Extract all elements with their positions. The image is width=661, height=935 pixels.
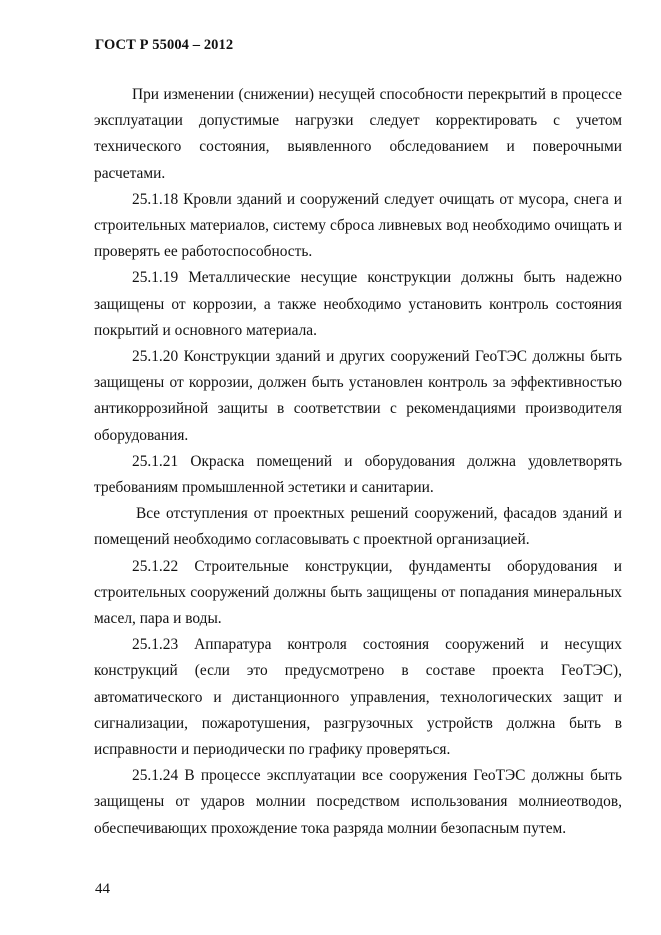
paragraph-25-1-20: 25.1.20 Конструкции зданий и других сооружений ГеоТЭС должны быть защищены от коррозии, должен быть установлен контроль за эффективностью антикоррозийной защиты в соответствии с рекомендациями производителя оборудования.: [94, 348, 622, 444]
document-body: [94, 82, 622, 842]
paragraph-deviations: Все отступления от проектных решений сооружений, фасадов зданий и помещений необходимо согласовывать с проектной организацией.: [94, 505, 622, 549]
paragraph-25-1-18: 25.1.18 Кровли зданий и сооружений следует очищать от мусора, снега и строительных материалов, систему сброса ливневых вод необходимо очищать и проверять ее работоспособность.: [94, 190, 622, 261]
paragraph-25-1-21: 25.1.21 Окраска помещений и оборудования должна удовлетворять требованиям промышленной эстетики и санитарии.: [94, 452, 622, 497]
paragraph-25-1-24: 25.1.24 В процессе эксплуатации все сооружения ГеоТЭС должны быть защищены от ударов молнии посредством использования молниеотводов, обеспечивающих прохождение тока разряда молнии безопасным путем.: [94, 767, 622, 837]
document-header: ГОСТ Р 55004 – 2012: [95, 37, 234, 53]
paragraph-25-1-19: 25.1.19 Металлические несущие конструкции должны быть надежно защищены от коррозии, а также необходимо установить контроль состояния покрытий и основного материала.: [94, 269, 622, 339]
paragraph-25-1-22: 25.1.22 Строительные конструкции, фундаменты оборудования и строительных сооружений должны быть защищены от попадания минеральных масел, пара и воды.: [94, 557, 622, 628]
paragraph-25-1-23: 25.1.23 Аппаратура контроля состояния сооружений и несущих конструкций (если это предусмотрено в составе проекта ГеоТЭС), автоматического и дистанционного управления, технологических защит и сигнализации, пожаротушения, разгрузочных устройств должна быть в исправности и периодически по графику проверяться.: [94, 636, 622, 759]
page-number: 44: [95, 881, 110, 897]
paragraph-load-correction: При изменении (снижении) несущей способности перекрытий в процессе эксплуатации допустимые нагрузки следует корректировать с учетом технического состояния, выявленного обследованием и поверочными расчетами.: [94, 86, 622, 182]
